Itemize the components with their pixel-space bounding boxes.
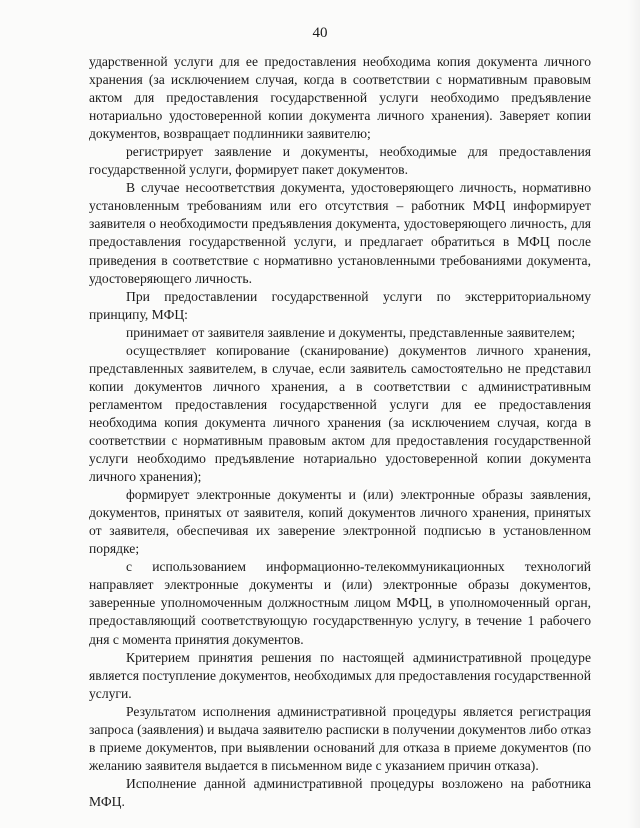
paragraph: Критерием принятия решения по настоящей административной процедуре является поступление документов, необходимых для предоставления государственной услуги. — [89, 649, 591, 701]
paragraph: При предоставлении государственной услуги по экстерриториальному принципу, МФЦ: — [89, 288, 591, 322]
paragraph: принимает от заявителя заявление и документы, представленные заявителем; — [126, 324, 576, 340]
paragraph: регистрирует заявление и документы, необходимые для предоставления государственной услуги, формирует пакет документов. — [89, 144, 591, 178]
paragraph: В случае несоответствия документа, удостоверяющего личность, нормативно установленным требованиям или его отсутствия – работник МФЦ информирует заявителя о необходимости предъявления документа, удостоверяющего личность, для предоставления государственной услуги, и предлагает обратиться в МФЦ после приведения в соответствие с нормативно установленными требованиями документа, удостоверяющего личность. — [89, 180, 591, 286]
paragraph: ударственной услуги для ее предоставления необходима копия документа личного хранения (за исключением случая, когда в соответствии с нормативным правовым актом для предоставления государственной услуги необходимо предъявление нотариально удостоверенной копии документа личного хранения). Заверяет копии документов, возвращает подлинники заявителю; — [89, 54, 591, 142]
paragraph: с использованием информационно-телекоммуникационных технологий направляет электронные документы и (или) электронные образы документов, заверенные уполномоченным должностным лицом МФЦ, в уполномоченный орган, предоставляющий соответствующую государственную услугу, в течение 1 рабочего дня с момента принятия документов. — [89, 559, 591, 647]
document-body — [89, 53, 591, 811]
paragraph: Результатом исполнения административной процедуры является регистрация запроса (заявления) и выдача заявителю расписки в получении документов либо отказ в приеме документов, при выявлении оснований для отказа в приеме документов (по желанию заявителя выдается в письменном виде с указанием причин отказа). — [89, 703, 591, 773]
scan-edge-shadow — [628, 0, 640, 828]
page-number: 40 — [312, 25, 328, 41]
paragraph: формирует электронные документы и (или) электронные образы заявления, документов, принятых от заявителя, копий документов личного хранения, принятых от заявителя, обеспечивая их заверение электронной подписью в установленном порядке; — [89, 487, 591, 557]
paragraph: осуществляет копирование (сканирование) документов личного хранения, представленных заявителем, в случае, если заявитель самостоятельно не представил копии документов личного хранения, а в соответствии с административным регламентом предоставления государственной услуги для ее предоставления необходима копия документа личного хранения (за исключением случая, когда в соответствии с нормативным правовым актом для предоставления государственной услуги необходимо предъявление нотариально удостоверенной копии документа личного хранения); — [89, 342, 591, 485]
paragraph: Исполнение данной административной процедуры возложено на работника МФЦ. — [89, 775, 591, 809]
